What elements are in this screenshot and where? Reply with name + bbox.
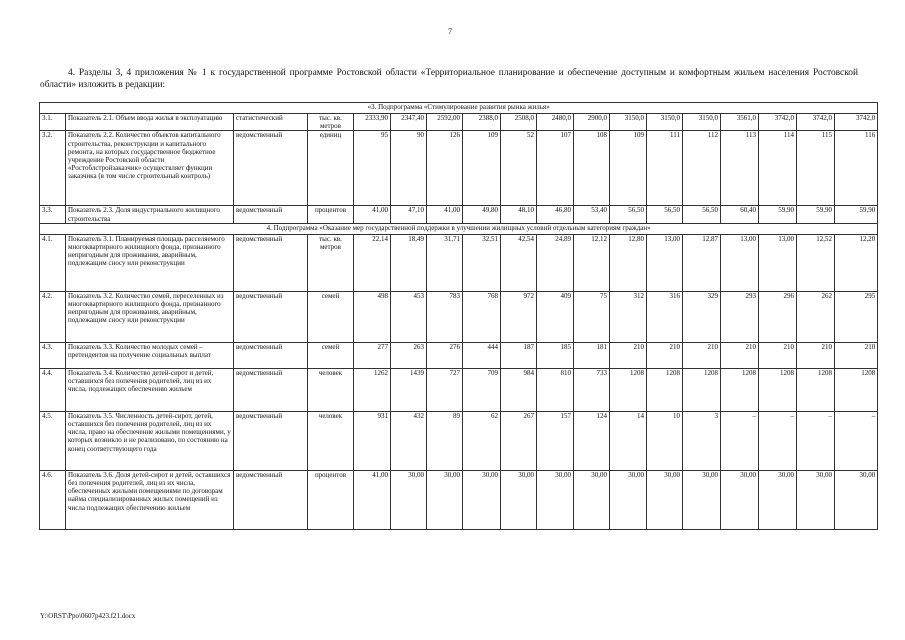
indicator-name: Показатель 3.2. Количество семей, переселенных из многоквартирного жилищного фонда, признанного непригодным для проживания, аварийным, подлежащим сносу или реконструкции — [66, 291, 234, 342]
value-cell: 3561,0 — [721, 114, 759, 131]
value-cell: 210 — [610, 342, 647, 368]
value-cell: 733 — [574, 368, 610, 411]
indicator-type: ведомственный — [234, 291, 308, 342]
value-cell: 293 — [721, 291, 759, 342]
value-cell: 41,00 — [427, 206, 463, 223]
value-cell: 56,50 — [683, 206, 721, 223]
row-number: 3.2. — [40, 131, 66, 206]
value-cell: 3150,0 — [683, 114, 721, 131]
value-cell: 111 — [647, 131, 683, 206]
value-cell: 2900,0 — [574, 114, 610, 131]
value-cell: 30,00 — [501, 470, 537, 529]
indicator-name: Показатель 3.5. Численность детей-сирот, детей, оставшихся без попечения родителей, лиц из их числа, право на обеспечение жилыми помещениями, у которых возникло и не реализовано, по состоянию на конец соответствующего года — [66, 411, 234, 470]
indicator-type: ведомственный — [234, 470, 308, 529]
value-cell: 30,00 — [721, 470, 759, 529]
value-cell: 1208 — [835, 368, 878, 411]
indicator-type: ведомственный — [234, 206, 308, 223]
value-cell: 41,00 — [354, 206, 391, 223]
value-cell: 18,49 — [391, 234, 427, 291]
row-number: 3.3. — [40, 206, 66, 223]
unit-of-measure: человек — [308, 368, 354, 411]
value-cell: 210 — [797, 342, 835, 368]
value-cell: 3742,0 — [797, 114, 835, 131]
value-cell: 13,00 — [721, 234, 759, 291]
value-cell: 31,71 — [427, 234, 463, 291]
footer-file-path: Y:\ORST\Ppo\0607p423.f21.docx — [40, 612, 136, 620]
indicator-name: Показатель 3.3. Количество молодых семей – претендентов на получение социальных выплат — [66, 342, 234, 368]
value-cell: 2347,40 — [391, 114, 427, 131]
row-number: 4.6. — [40, 470, 66, 529]
value-cell: 409 — [537, 291, 574, 342]
value-cell: 2592,00 — [427, 114, 463, 131]
value-cell: 972 — [501, 291, 537, 342]
value-cell: 1208 — [759, 368, 797, 411]
value-cell: 114 — [759, 131, 797, 206]
row-number: 4.3. — [40, 342, 66, 368]
row-number: 4.1. — [40, 234, 66, 291]
table-row — [40, 291, 878, 342]
value-cell: 89 — [427, 411, 463, 470]
value-cell: 709 — [463, 368, 501, 411]
table-row — [40, 131, 878, 206]
value-cell: 1439 — [391, 368, 427, 411]
section-title: «3. Подпрограмма «Стимулирование развития рынка жилья» — [40, 103, 878, 114]
value-cell: 1208 — [797, 368, 835, 411]
value-cell: 295 — [835, 291, 878, 342]
indicator-name: Показатель 2.3. Доля индустриального жилищного строительства — [66, 206, 234, 223]
value-cell: 109 — [463, 131, 501, 206]
value-cell: 312 — [610, 291, 647, 342]
value-cell: 187 — [501, 342, 537, 368]
value-cell: 931 — [354, 411, 391, 470]
value-cell: 768 — [463, 291, 501, 342]
value-cell: 12,12 — [574, 234, 610, 291]
value-cell: 1208 — [647, 368, 683, 411]
value-cell: 2333,90 — [354, 114, 391, 131]
value-cell: 727 — [427, 368, 463, 411]
indicator-name: Показатель 3.4. Количество детей-сирот и детей, оставшихся без попечения родителей, лиц из их числа, подлежащих обеспечению жильем — [66, 368, 234, 411]
value-cell: 316 — [647, 291, 683, 342]
value-cell: 30,00 — [610, 470, 647, 529]
value-cell: – — [759, 411, 797, 470]
value-cell: 3 — [683, 411, 721, 470]
indicator-type: ведомственный — [234, 368, 308, 411]
value-cell: 115 — [797, 131, 835, 206]
value-cell: 157 — [537, 411, 574, 470]
value-cell: 46,80 — [537, 206, 574, 223]
value-cell: 113 — [721, 131, 759, 206]
value-cell: 13,00 — [647, 234, 683, 291]
value-cell: 3742,0 — [759, 114, 797, 131]
value-cell: 59,90 — [835, 206, 878, 223]
value-cell: 56,50 — [647, 206, 683, 223]
indicator-type: статистический — [234, 114, 308, 131]
value-cell: – — [835, 411, 878, 470]
table-row — [40, 470, 878, 529]
value-cell: 30,00 — [647, 470, 683, 529]
unit-of-measure: тыс. кв. метров — [308, 114, 354, 131]
value-cell: 30,00 — [683, 470, 721, 529]
value-cell: 95 — [354, 131, 391, 206]
value-cell: 75 — [574, 291, 610, 342]
value-cell: 329 — [683, 291, 721, 342]
value-cell: 12,80 — [610, 234, 647, 291]
row-number: 4.2. — [40, 291, 66, 342]
value-cell: 56,50 — [610, 206, 647, 223]
value-cell: 13,00 — [759, 234, 797, 291]
value-cell: 210 — [835, 342, 878, 368]
value-cell: 109 — [610, 131, 647, 206]
value-cell: 984 — [501, 368, 537, 411]
unit-of-measure: процентов — [308, 206, 354, 223]
value-cell: 2388,0 — [463, 114, 501, 131]
value-cell: 1208 — [721, 368, 759, 411]
value-cell: 112 — [683, 131, 721, 206]
value-cell: 2508,0 — [501, 114, 537, 131]
indicators-table — [39, 102, 878, 530]
value-cell: 59,90 — [797, 206, 835, 223]
table-row — [40, 342, 878, 368]
value-cell: 262 — [797, 291, 835, 342]
value-cell: 107 — [537, 131, 574, 206]
value-cell: 210 — [683, 342, 721, 368]
value-cell: 30,00 — [463, 470, 501, 529]
value-cell: 12,52 — [797, 234, 835, 291]
value-cell: 30,00 — [759, 470, 797, 529]
value-cell: 185 — [537, 342, 574, 368]
value-cell: 12,20 — [835, 234, 878, 291]
table-row — [40, 114, 878, 131]
table-row — [40, 206, 878, 223]
value-cell: 263 — [391, 342, 427, 368]
value-cell: 276 — [427, 342, 463, 368]
value-cell: 296 — [759, 291, 797, 342]
row-number: 3.1. — [40, 114, 66, 131]
section-header-row — [40, 103, 878, 114]
page-number: 7 — [448, 27, 452, 36]
value-cell: 181 — [574, 342, 610, 368]
value-cell: 24,89 — [537, 234, 574, 291]
section-title: 4. Подпрограмма «Оказание мер государственной поддержки в улучшении жилищных условий отдельным категориям граждан» — [40, 223, 878, 234]
value-cell: – — [797, 411, 835, 470]
value-cell: 32,51 — [463, 234, 501, 291]
unit-of-measure: семей — [308, 342, 354, 368]
value-cell: 48,10 — [501, 206, 537, 223]
value-cell: 60,40 — [721, 206, 759, 223]
section-header-row — [40, 223, 878, 234]
value-cell: 1208 — [610, 368, 647, 411]
value-cell: 30,00 — [427, 470, 463, 529]
value-cell: 1208 — [683, 368, 721, 411]
value-cell: 210 — [721, 342, 759, 368]
value-cell: 498 — [354, 291, 391, 342]
row-number: 4.5. — [40, 411, 66, 470]
table-row — [40, 368, 878, 411]
value-cell: 90 — [391, 131, 427, 206]
unit-of-measure: человек — [308, 411, 354, 470]
value-cell: 453 — [391, 291, 427, 342]
value-cell: 12,87 — [683, 234, 721, 291]
value-cell: 2480,0 — [537, 114, 574, 131]
intro-paragraph: 4. Разделы 3, 4 приложения № 1 к государственной программе Ростовской области «Территориальное планирование и обеспечение доступным и комфортным жильем населения Ростовской области» изложить в редакции: — [40, 68, 858, 90]
indicator-type: ведомственный — [234, 234, 308, 291]
value-cell: 126 — [427, 131, 463, 206]
value-cell: 59,90 — [759, 206, 797, 223]
indicator-name: Показатель 2.1. Объем ввода жилья в эксплуатацию — [66, 114, 234, 131]
value-cell: 30,00 — [391, 470, 427, 529]
value-cell: 124 — [574, 411, 610, 470]
value-cell: 116 — [835, 131, 878, 206]
indicator-name: Показатель 3.6. Доля детей-сирот и детей, оставшихся без попечения родителей, лиц из их числа, обеспеченных жилыми помещениями по договорам найма специализированных жилых помещений из числа подлежащих обеспечению жильем — [66, 470, 234, 529]
indicator-type: ведомственный — [234, 131, 308, 206]
unit-of-measure: единиц — [308, 131, 354, 206]
unit-of-measure: семей — [308, 291, 354, 342]
value-cell: 30,00 — [574, 470, 610, 529]
value-cell: 52 — [501, 131, 537, 206]
value-cell: 53,40 — [574, 206, 610, 223]
indicator-name: Показатель 2.2. Количество объектов капитального строительства, реконструкции и капитального ремонта, на которых государственное бюджетное учреждение Ростовской области «Ростоблстройзаказчик» осуществляет функции заказчика (в том числе строительный контроль) — [66, 131, 234, 206]
value-cell: 108 — [574, 131, 610, 206]
value-cell: 432 — [391, 411, 427, 470]
value-cell: 783 — [427, 291, 463, 342]
value-cell: 41,00 — [354, 470, 391, 529]
value-cell: 47,10 — [391, 206, 427, 223]
value-cell: 22,14 — [354, 234, 391, 291]
value-cell: 3742,0 — [835, 114, 878, 131]
value-cell: 3150,0 — [610, 114, 647, 131]
row-number: 4.4. — [40, 368, 66, 411]
value-cell: 10 — [647, 411, 683, 470]
value-cell: 30,00 — [797, 470, 835, 529]
value-cell: 30,00 — [835, 470, 878, 529]
table-row — [40, 234, 878, 291]
unit-of-measure: тыс. кв. метров — [308, 234, 354, 291]
value-cell: 49,80 — [463, 206, 501, 223]
table-row — [40, 411, 878, 470]
value-cell: 210 — [647, 342, 683, 368]
value-cell: 810 — [537, 368, 574, 411]
value-cell: 1262 — [354, 368, 391, 411]
value-cell: 210 — [759, 342, 797, 368]
unit-of-measure: процентов — [308, 470, 354, 529]
indicator-name: Показатель 3.1. Планируемая площадь расселяемого многоквартирного жилищного фонда, признанного непригодным для проживания, аварийным, подлежащим сносу или реконструкции — [66, 234, 234, 291]
value-cell: 3150,0 — [647, 114, 683, 131]
value-cell: 267 — [501, 411, 537, 470]
indicator-type: ведомственный — [234, 411, 308, 470]
value-cell: – — [721, 411, 759, 470]
value-cell: 277 — [354, 342, 391, 368]
value-cell: 14 — [610, 411, 647, 470]
value-cell: 62 — [463, 411, 501, 470]
indicator-type: ведомственный — [234, 342, 308, 368]
value-cell: 42,54 — [501, 234, 537, 291]
value-cell: 30,00 — [537, 470, 574, 529]
value-cell: 444 — [463, 342, 501, 368]
